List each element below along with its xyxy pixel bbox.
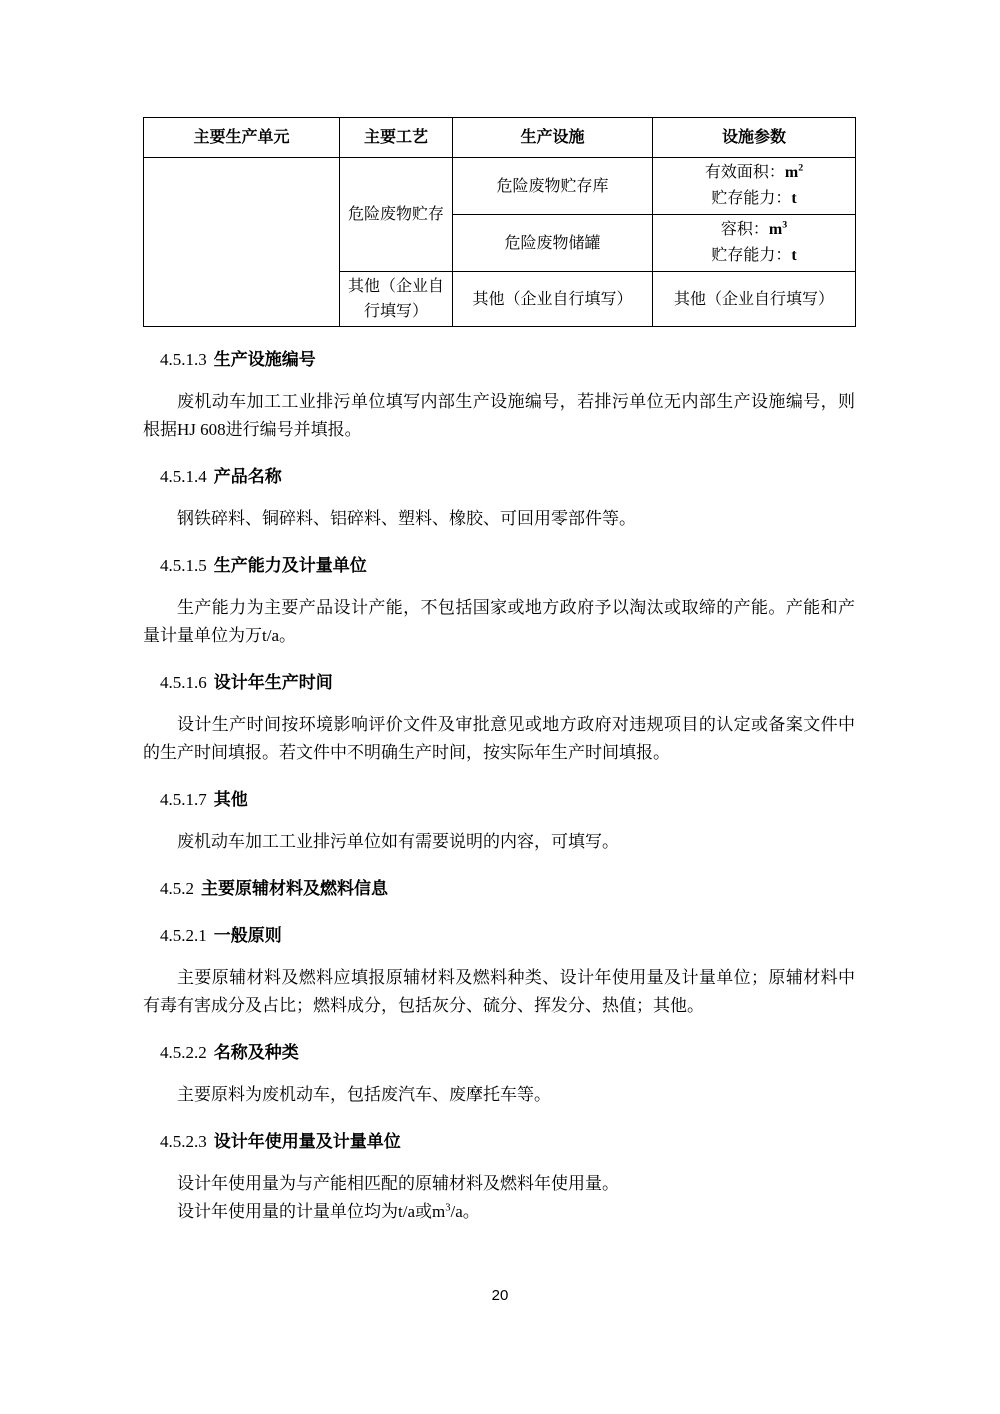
section-heading-4522 <box>143 1039 855 1067</box>
superscript: 3 <box>782 219 788 231</box>
heading-number: 4.5.1.6 <box>160 673 207 692</box>
page-number: 20 <box>491 1287 509 1304</box>
section-heading-4516 <box>143 669 855 697</box>
heading-number: 4.5.1.4 <box>160 467 207 486</box>
body-paragraph: 废机动车加工工业排污单位填写内部生产设施编号，若排污单位无内部生产设施编号，则根据HJ 608进行编号并填报。 <box>143 392 855 439</box>
body-paragraph: 生产能力为主要产品设计产能，不包括国家或地方政府予以淘汰或取缔的产能。产能和产量计量单位为万t/a。 <box>143 598 855 645</box>
param-unit: t <box>791 190 797 207</box>
header-main-unit: 主要生产单元 <box>144 118 340 158</box>
cell-params-tank <box>653 215 856 272</box>
param-label: 贮存能力： <box>711 190 792 207</box>
heading-number: 4.5.1.3 <box>160 350 207 369</box>
cell-process-hazard: 危险废物贮存 <box>340 158 453 272</box>
heading-title: 主要原辅材料及燃料信息 <box>201 879 388 898</box>
header-facility: 生产设施 <box>453 118 653 158</box>
body-paragraph: 钢铁碎料、铜碎料、铝碎料、塑料、橡胶、可回用零部件等。 <box>177 509 636 528</box>
superscript: 2 <box>798 162 804 174</box>
superscript: 3 <box>445 1202 451 1214</box>
header-process: 主要工艺 <box>340 118 453 158</box>
cell-facility-storehouse: 危险废物贮存库 <box>453 158 653 215</box>
body-paragraph: 主要原辅材料及燃料应填报原辅材料及燃料种类、设计年使用量及计量单位；原辅材料中有毒有害成分及占比；燃料成分，包括灰分、硫分、挥发分、热值；其他。 <box>143 968 855 1015</box>
body-paragraph: 废机动车加工工业排污单位如有需要说明的内容，可填写。 <box>177 832 619 851</box>
heading-title: 一般原则 <box>213 926 282 945</box>
unit-line-suffix: /a。 <box>450 1202 480 1221</box>
cell-params-other: 其他（企业自行填写） <box>653 272 856 327</box>
header-params: 设施参数 <box>653 118 856 158</box>
cell-params-storehouse <box>653 158 856 215</box>
body-paragraph-unit-line <box>143 1198 855 1226</box>
param-line <box>657 160 851 186</box>
param-label: 贮存能力： <box>711 247 792 264</box>
param-line <box>657 217 851 243</box>
body-paragraph: 设计生产时间按环境影响评价文件及审批意见或地方政府对违规项目的认定或备案文件中的生产时间填报。若文件中不明确生产时间，按实际年生产时间填报。 <box>143 715 855 762</box>
param-line <box>657 186 851 212</box>
section-heading-4517 <box>143 786 855 814</box>
heading-title: 名称及种类 <box>213 1043 299 1062</box>
section-heading-4515 <box>143 552 855 580</box>
heading-title: 其他 <box>213 790 248 809</box>
param-label: 容积： <box>720 221 769 238</box>
heading-number: 4.5.2.3 <box>160 1132 207 1151</box>
heading-number: 4.5.1.7 <box>160 790 207 809</box>
section-heading-4523 <box>143 1128 855 1156</box>
param-unit: t <box>791 247 797 264</box>
table-row <box>144 158 856 215</box>
heading-title: 产品名称 <box>213 467 282 486</box>
param-line <box>657 243 851 269</box>
heading-number: 4.5.2.1 <box>160 926 207 945</box>
cell-main-unit-empty <box>144 158 340 327</box>
param-unit: $m^2$ <box>784 162 804 181</box>
body-paragraph: 设计年使用量为与产能相匹配的原辅材料及燃料年使用量。 <box>177 1174 619 1193</box>
section-heading-4521 <box>143 922 855 950</box>
unit-line-prefix: 设计年使用量的计量单位均为t/a或m <box>177 1202 446 1221</box>
heading-title: 设计年生产时间 <box>213 673 333 692</box>
cell-facility-tank: 危险废物储罐 <box>453 215 653 272</box>
heading-title: 生产能力及计量单位 <box>213 556 367 575</box>
param-unit: $m^3$ <box>768 219 788 238</box>
section-heading-4513 <box>143 346 855 374</box>
body-paragraph: 主要原料为废机动车，包括废汽车、废摩托车等。 <box>177 1085 551 1104</box>
cell-facility-other: 其他（企业自行填写） <box>453 272 653 327</box>
heading-number: 4.5.2.2 <box>160 1043 207 1062</box>
heading-number: 4.5.2 <box>160 879 194 898</box>
table-header-row <box>144 118 856 158</box>
param-label: 有效面积： <box>704 164 785 181</box>
section-heading-452 <box>143 875 855 903</box>
heading-title: 设计年使用量及计量单位 <box>213 1132 401 1151</box>
heading-title: 生产设施编号 <box>213 350 316 369</box>
production-facility-table <box>143 117 856 327</box>
section-heading-4514 <box>143 463 855 491</box>
heading-number: 4.5.1.5 <box>160 556 207 575</box>
cell-process-other: 其他（企业自行填写） <box>340 272 453 327</box>
